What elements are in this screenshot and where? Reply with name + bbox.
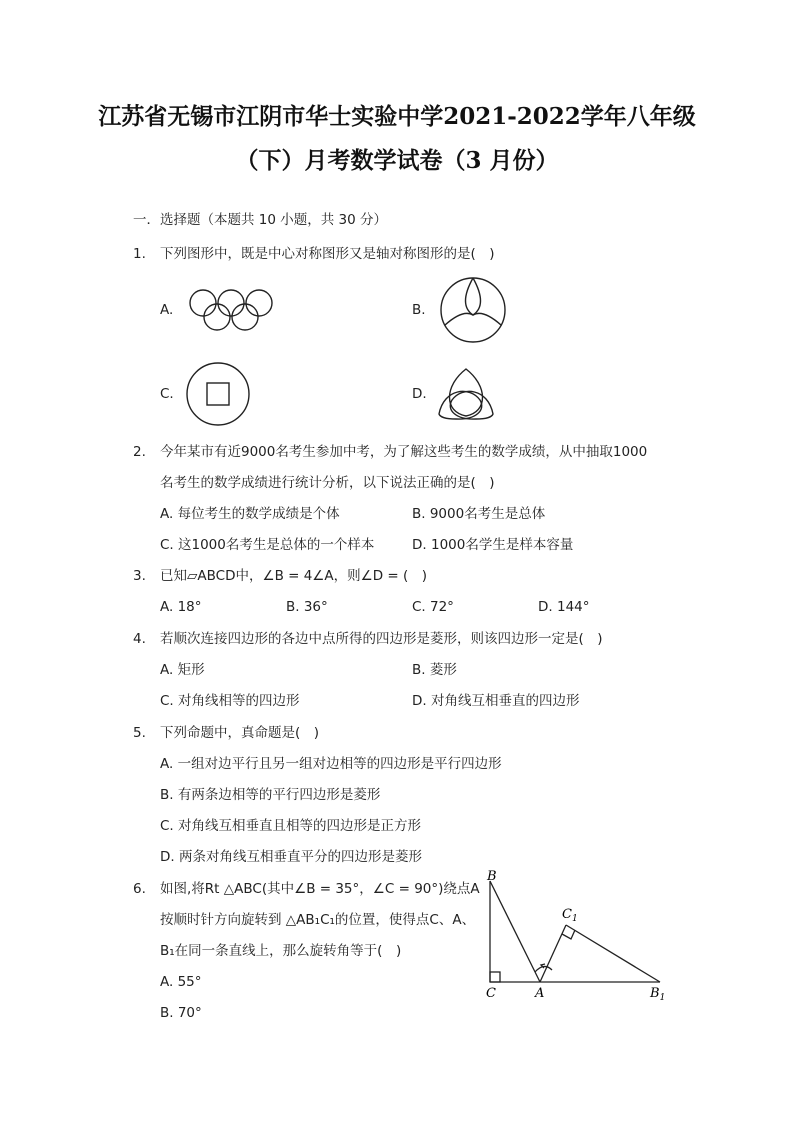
section-heading: 一．选择题（本题共 10 小题，共 30 分） xyxy=(133,212,388,228)
q5-option-b: B. 有两条边相等的平行四边形是菱形 xyxy=(160,787,381,803)
exam-title-line2: （下）月考数学试卷（3 月份） xyxy=(235,147,559,174)
q1-option-a-label: A. xyxy=(160,302,174,318)
q6-option-b: B. 70° xyxy=(160,1005,202,1021)
q1-stem: 下列图形中，既是中心对称图形又是轴对称图形的是( ) xyxy=(160,246,495,262)
coin-square-hole xyxy=(207,383,229,405)
q1-option-b-label: B. xyxy=(412,302,426,318)
q4-option-b: B. 菱形 xyxy=(412,662,457,678)
q3-number: 3. xyxy=(133,568,146,584)
label-b1: $B_1$ xyxy=(650,986,666,1002)
q2-option-d: D. 1000名学生是样本容量 xyxy=(412,537,574,553)
q5-stem: 下列命题中，真命题是( ) xyxy=(160,725,320,741)
ring-4 xyxy=(204,304,230,330)
ring-3 xyxy=(246,290,272,316)
label-c: C xyxy=(486,986,496,1001)
q6-rotation-figure xyxy=(478,866,678,1002)
q6-stem-line1: 如图,将Rt △ABC(其中∠B = 35°，∠C = 90°)绕点A xyxy=(160,881,480,897)
q4-stem: 若顺次连接四边形的各边中点所得的四边形是菱形，则该四边形一定是( ) xyxy=(160,631,603,647)
q3-option-a: A. 18° xyxy=(160,599,202,615)
right-angle-c1 xyxy=(562,930,575,939)
q4-number: 4. xyxy=(133,631,146,647)
label-b: B xyxy=(487,869,497,884)
q3-option-b: B. 36° xyxy=(286,599,328,615)
q4-option-c: C. 对角线相等的四边形 xyxy=(160,693,300,709)
q1-option-d-figure-triquetra xyxy=(436,366,496,422)
q2-stem-line2: 名考生的数学成绩进行统计分析，以下说法正确的是( ) xyxy=(160,475,495,491)
q4-option-d: D. 对角线互相垂直的四边形 xyxy=(412,693,580,709)
q5-number: 5. xyxy=(133,725,146,741)
q1-option-c-figure-coin xyxy=(185,360,255,430)
q2-stem-line1: 今年某市有近9000名考生参加中考，为了解这些考生的数学成绩，从中抽取1000 xyxy=(160,444,648,460)
label-c1: $C_1$ xyxy=(562,907,578,924)
q2-number: 2. xyxy=(133,444,146,460)
q3-option-c: C. 72° xyxy=(412,599,454,615)
segment-ba xyxy=(490,881,540,982)
q5-option-a: A. 一组对边平行且另一组对边相等的四边形是平行四边形 xyxy=(160,756,502,772)
q1-number: 1. xyxy=(133,246,146,262)
segment-ac1 xyxy=(540,925,566,982)
q1-option-d-label: D. xyxy=(412,386,427,402)
q2-option-c: C. 这1000名考生是总体的一个样本 xyxy=(160,537,375,553)
label-a: A xyxy=(535,986,545,1001)
q6-stem-line3: B₁在同一条直线上，那么旋转角等于( ) xyxy=(160,943,402,959)
q6-option-a: A. 55° xyxy=(160,974,202,990)
q2-option-b: B. 9000名考生是总体 xyxy=(412,506,546,522)
bottom-arcs xyxy=(445,313,501,325)
q3-option-d: D. 144° xyxy=(538,599,590,615)
q6-number: 6. xyxy=(133,881,146,897)
ring-1 xyxy=(190,290,216,316)
q5-option-c: C. 对角线互相垂直且相等的四边形是正方形 xyxy=(160,818,422,834)
segment-c1b1 xyxy=(566,925,660,982)
q1-option-b-figure-circle-arcs xyxy=(438,275,508,345)
top-arc xyxy=(466,278,481,315)
ring-2 xyxy=(218,290,244,316)
coin-circle xyxy=(187,363,249,425)
q6-stem-line2: 按顺时针方向旋转到 △AB₁C₁的位置，使得点C、A、 xyxy=(160,912,476,928)
exam-title-line1: 江苏省无锡市江阴市华士实验中学2021-2022学年八年级 xyxy=(98,103,696,130)
q4-option-a: A. 矩形 xyxy=(160,662,205,678)
outer-circle xyxy=(441,278,505,342)
q2-option-a: A. 每位考生的数学成绩是个体 xyxy=(160,506,340,522)
right-angle-c xyxy=(490,972,500,982)
q5-option-d: D. 两条对角线互相垂直平分的四边形是菱形 xyxy=(160,849,422,865)
q1-option-a-figure-olympic-rings xyxy=(186,289,286,333)
q3-stem: 已知▱ABCD中，∠B = 4∠A，则∠D = ( ) xyxy=(160,568,428,584)
ring-5 xyxy=(232,304,258,330)
q1-option-c-label: C. xyxy=(160,386,174,402)
